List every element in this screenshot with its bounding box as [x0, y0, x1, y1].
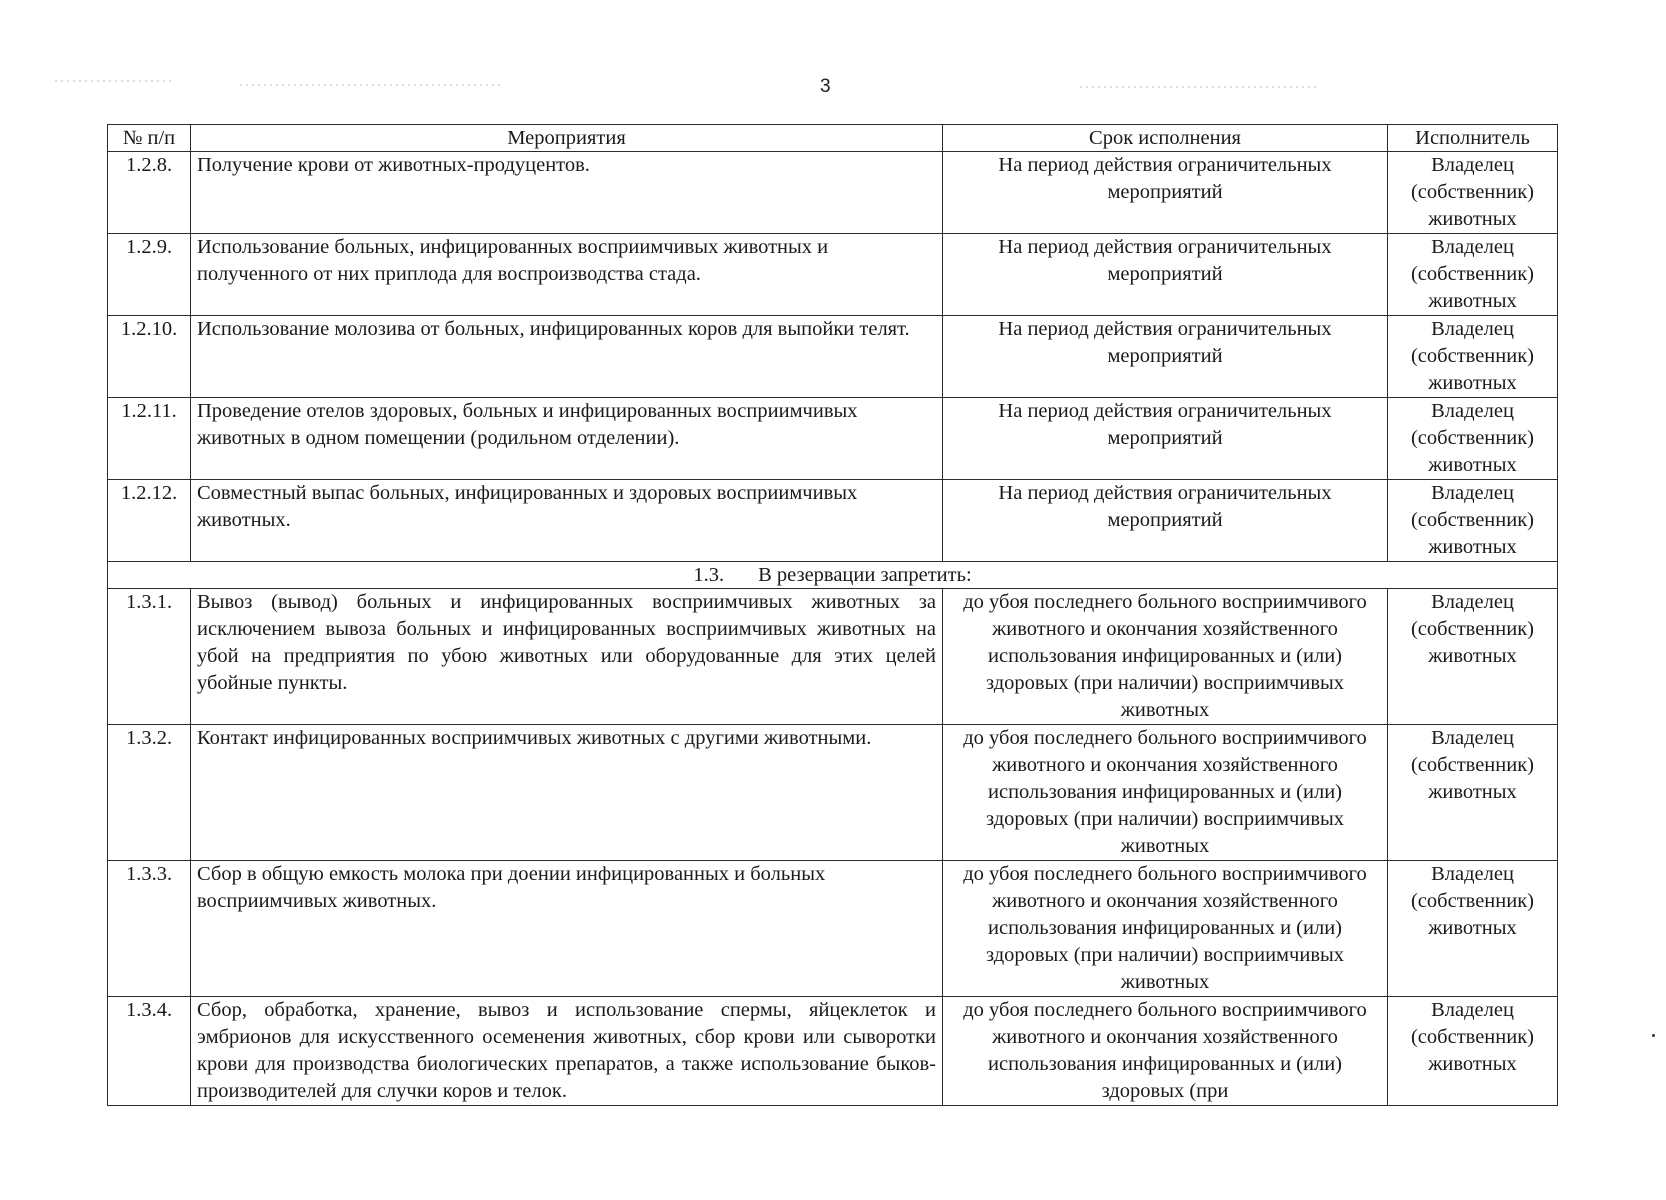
table-row — [108, 152, 1558, 234]
header-num: № п/п — [108, 125, 191, 152]
section-row — [108, 562, 1558, 589]
row-executor: Владелец (собственник) животных — [1388, 480, 1558, 562]
row-measure: Проведение отелов здоровых, больных и инфицированных восприимчивых животных в одном помещении (родильном отделении). — [191, 398, 943, 480]
row-measure: Сбор, обработка, хранение, вывоз и использование спермы, яйцеклеток и эмбрионов для искусственного осеменения животных, сбор крови или сыворотки крови для производства биологических препаратов, а также использование быков-производителей для случки коров и телок. — [191, 997, 943, 1106]
row-number: 1.2.8. — [108, 152, 191, 234]
measures-table — [107, 124, 1558, 1106]
table-row — [108, 861, 1558, 997]
row-measure: Контакт инфицированных восприимчивых животных с другими животными. — [191, 725, 943, 861]
header-executor: Исполнитель — [1388, 125, 1558, 152]
row-number: 1.3.4. — [108, 997, 191, 1106]
table-row — [108, 589, 1558, 725]
row-deadline: до убоя последнего больного восприимчивого животного и окончания хозяйственного использования инфицированных и (или) здоровых (при наличии) восприимчивых животных — [943, 861, 1388, 997]
row-number: 1.3.1. — [108, 589, 191, 725]
header-measure: Мероприятия — [191, 125, 943, 152]
table-row — [108, 725, 1558, 861]
row-measure: Использование больных, инфицированных восприимчивых животных и полученного от них приплода для воспроизводства стада. — [191, 234, 943, 316]
row-number: 1.3.2. — [108, 725, 191, 861]
row-measure: Вывоз (вывод) больных и инфицированных восприимчивых животных за исключением вывоза больных и инфицированных восприимчивых животных на убой на предприятия по убою животных или оборудованные для этих целей убойные пункты. — [191, 589, 943, 725]
row-executor: Владелец (собственник) животных — [1388, 997, 1558, 1106]
row-executor: Владелец (собственник) животных — [1388, 725, 1558, 861]
row-deadline: до убоя последнего больного восприимчивого животного и окончания хозяйственного использования инфицированных и (или) здоровых (при наличии) восприимчивых животных — [943, 725, 1388, 861]
scan-speck — [1652, 1034, 1655, 1037]
row-executor: Владелец (собственник) животных — [1388, 589, 1558, 725]
section-heading — [108, 562, 1558, 589]
table-row — [108, 480, 1558, 562]
row-number: 1.2.12. — [108, 480, 191, 562]
scan-noise-middle — [240, 84, 500, 86]
row-deadline: На период действия ограничительных мероприятий — [943, 316, 1388, 398]
scan-noise-right — [1080, 86, 1320, 88]
table-header-row — [108, 125, 1558, 152]
row-measure: Совместный выпас больных, инфицированных и здоровых восприимчивых животных. — [191, 480, 943, 562]
row-measure: Использование молозива от больных, инфицированных коров для выпойки телят. — [191, 316, 943, 398]
row-executor: Владелец (собственник) животных — [1388, 398, 1558, 480]
section-number: 1.3. — [693, 564, 725, 586]
table-row — [108, 997, 1558, 1106]
row-deadline: до убоя последнего больного восприимчивого животного и окончания хозяйственного использования инфицированных и (или) здоровых (при наличии) восприимчивых животных — [943, 589, 1388, 725]
table-row — [108, 316, 1558, 398]
row-deadline: до убоя последнего больного восприимчивого животного и окончания хозяйственного использования инфицированных и (или) здоровых (при — [943, 997, 1388, 1106]
row-deadline: На период действия ограничительных мероприятий — [943, 234, 1388, 316]
row-number: 1.3.3. — [108, 861, 191, 997]
row-deadline: На период действия ограничительных мероприятий — [943, 480, 1388, 562]
scan-noise-left — [55, 80, 175, 82]
row-measure: Получение крови от животных-продуцентов. — [191, 152, 943, 234]
row-executor: Владелец (собственник) животных — [1388, 152, 1558, 234]
row-number: 1.2.10. — [108, 316, 191, 398]
row-deadline: На период действия ограничительных мероприятий — [943, 398, 1388, 480]
table-row — [108, 398, 1558, 480]
row-number: 1.2.9. — [108, 234, 191, 316]
section-title: В резервации запретить: — [758, 564, 972, 586]
row-measure: Сбор в общую емкость молока при доении инфицированных и больных восприимчивых животных. — [191, 861, 943, 997]
row-deadline: На период действия ограничительных мероприятий — [943, 152, 1388, 234]
page-number: 3 — [820, 76, 831, 97]
row-executor: Владелец (собственник) животных — [1388, 316, 1558, 398]
header-deadline: Срок исполнения — [943, 125, 1388, 152]
row-executor: Владелец (собственник) животных — [1388, 234, 1558, 316]
table-row — [108, 234, 1558, 316]
row-number: 1.2.11. — [108, 398, 191, 480]
row-executor: Владелец (собственник) животных — [1388, 861, 1558, 997]
